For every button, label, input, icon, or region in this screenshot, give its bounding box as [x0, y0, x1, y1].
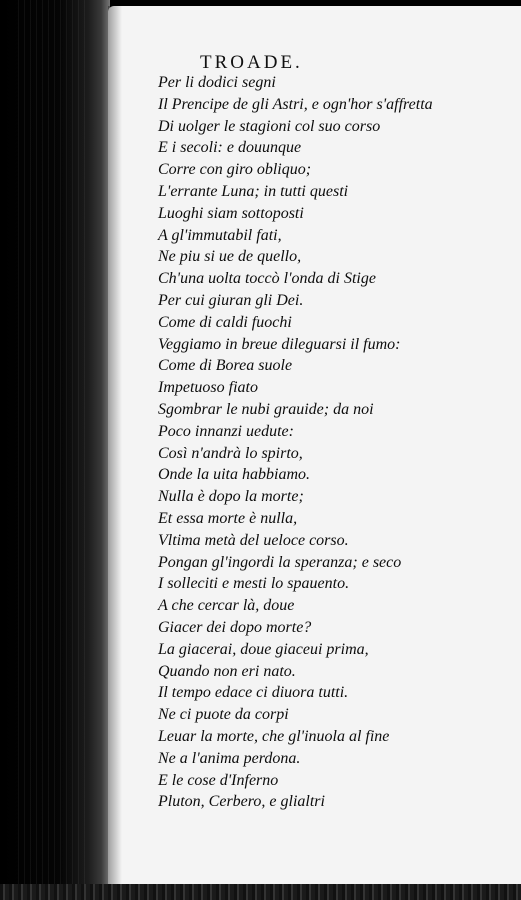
verse-line: Ne ci puote da corpi [158, 706, 289, 724]
verse-line: Ne a l'anima perdona. [158, 749, 301, 767]
verse-line: E i secoli: e douunque [158, 139, 302, 157]
verse-line: Così n'andrà lo spirto, [158, 444, 303, 462]
verse-line: L'errante Luna; in tutti questi [158, 182, 349, 200]
book-page [108, 6, 521, 886]
verse-line: Il Prencipe de gli Astri, e ogn'hor s'affretta [158, 95, 433, 113]
verse-line: Sgombrar le nubi grauide; da noi [158, 400, 374, 418]
verse-line: Corre con giro obliquo; [158, 161, 312, 179]
verse-line: Come di Borea suole [158, 357, 293, 375]
bottom-page-edges [0, 884, 521, 900]
verse-line: A gl'immutabil fati, [158, 226, 282, 244]
verse-line: Di uolger le stagioni col suo corso [158, 117, 381, 135]
verse-line: Poco innanzi uedute: [158, 422, 294, 440]
verse-line: Impetuoso fiato [158, 379, 258, 397]
verse-line: Luoghi siam sottoposti [158, 204, 304, 222]
page-shadow [108, 6, 122, 886]
verse-line: Per li dodici segni [158, 74, 276, 91]
verse-line: Nulla è dopo la morte; [158, 488, 304, 506]
verse-line: La giacerai, doue giaceui prima, [158, 640, 369, 658]
verse-line: I solleciti e mesti lo spauento. [158, 575, 350, 593]
verse-line: Quando non eri nato. [158, 662, 296, 680]
running-head: TROADE. [200, 52, 303, 73]
verse-line: A che cercar là, doue [158, 597, 295, 615]
verse-line: Giacer dei dopo morte? [158, 618, 312, 636]
verse-line: Et essa morte è nulla, [158, 509, 298, 527]
verse-line: Onde la uita habbiamo. [158, 466, 310, 484]
verse-line: Ch'una uolta toccò l'onda di Stige [158, 270, 376, 288]
verse-line: Per cui giuran gli Dei. [158, 291, 304, 309]
verse-line: Come di caldi fuochi [158, 313, 292, 331]
verse-line: Ne piu si ue de quello, [158, 248, 302, 266]
verse-line: Il tempo edace ci diuora tutti. [158, 684, 349, 702]
verse-line: E le cose d'Inferno [158, 771, 279, 789]
verse-line: Pongan gl'ingordi la speranza; e seco [158, 553, 402, 571]
gutter-page-edges [18, 0, 88, 900]
verse-line: Pluton, Cerbero, e glialtri [158, 793, 325, 811]
verse-line: Veggiamo in breue dileguarsi il fumo: [158, 335, 401, 353]
verse-list [158, 72, 433, 813]
verse-line: Vltima metà del ueloce corso. [158, 531, 349, 549]
verse-line: Leuar la morte, che gl'inuola al fine [158, 727, 390, 745]
book-gutter [0, 0, 110, 900]
